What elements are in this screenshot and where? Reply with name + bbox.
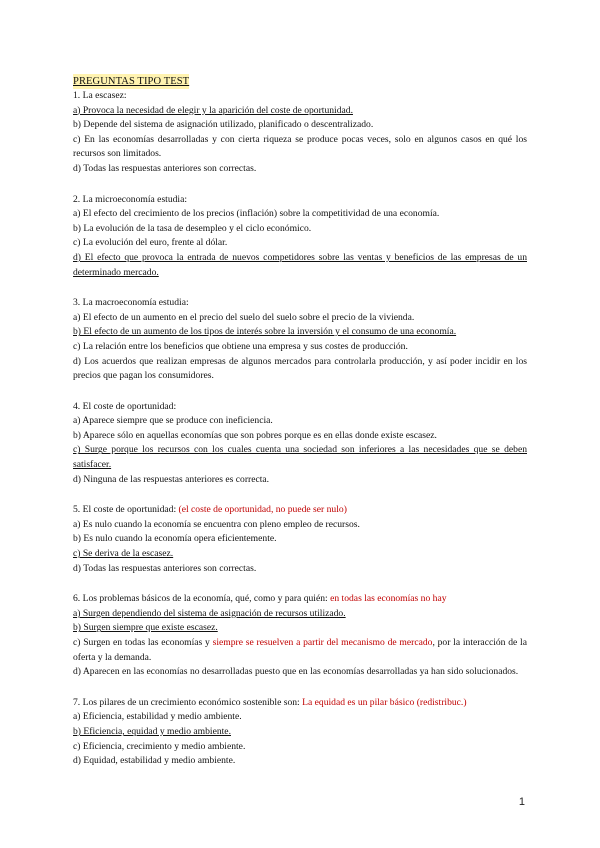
question-3-option-d: d) Los acuerdos que realizan empresas de algunos mercados para controlarla producción, y así poder incidir en los precios que pagan los consumidores. bbox=[73, 355, 527, 382]
question-1-option-c: c) En las economías desarrolladas y con cierta riqueza se produce pocas veces, solo en algunos casos en qué los recursos son limitados. bbox=[73, 133, 527, 160]
question-4-option-a: a) Aparece siempre que se produce con ineficiencia. bbox=[73, 415, 273, 427]
question-3 bbox=[73, 296, 527, 384]
question-6-option-a: a) Surgen dependiendo del sistema de asignación de recursos utilizado. bbox=[73, 607, 346, 619]
question-6-stem: 6. Los problemas básicos de la economía, qué, como y para quién: bbox=[73, 593, 331, 605]
question-4-option-b: b) Aparece sólo en aquellas economías que son pobres porque es en ellas donde existe escasez. bbox=[73, 429, 437, 441]
page-number: 1 bbox=[518, 796, 525, 808]
question-6-option-d: d) Aparecen en las economías no desarrolladas puesto que en las economías desarrolladas ya han sido solucionados. bbox=[73, 666, 519, 678]
question-2-option-d: d) El efecto que provoca la entrada de nuevos competidores sobre las ventas y beneficios de las empresas de un determinado mercado. bbox=[73, 251, 527, 278]
question-6-option-c-start: c) Surgen en todas las economías y bbox=[73, 637, 213, 648]
question-5-stem-line bbox=[73, 503, 527, 518]
question-6-option-b: b) Surgen siempre que existe escasez. bbox=[73, 622, 218, 634]
question-2-option-a: a) El efecto del crecimiento de los precios (inflación) sobre la competitividad de una economía. bbox=[73, 208, 440, 220]
question-2-stem: 2. La microeconomía estudia: bbox=[73, 193, 188, 205]
question-2-option-c: c) La evolución del euro, frente al dólar. bbox=[73, 237, 228, 249]
question-6-option-c-annotation: siempre se resuelven a partir del mecanismo de mercado bbox=[212, 637, 433, 648]
question-3-option-c: c) La relación entre los beneficios que obtiene una empresa y sus costes de producción. bbox=[73, 340, 408, 352]
question-6-option-c-end: , por la interacción de la oferta y la demanda. bbox=[73, 637, 527, 663]
question-7-stem-line bbox=[73, 696, 527, 711]
question-7-option-b: b) Eficiencia, equidad y medio ambiente. bbox=[73, 725, 231, 737]
question-5 bbox=[73, 503, 527, 576]
question-5-option-b: b) Es nulo cuando la economía opera eficientemente. bbox=[73, 533, 277, 545]
question-2-option-b: b) La evolución de la tasa de desempleo y el ciclo económico. bbox=[73, 222, 312, 234]
question-4-option-c: c) Surge porque los recursos con los cuales cuenta una sociedad son inferiores a las necesidades que se deben satisfacer. bbox=[73, 444, 527, 471]
question-7-option-d: d) Equidad, estabilidad y medio ambiente. bbox=[73, 755, 236, 767]
question-7-option-c: c) Eficiencia, crecimiento y medio ambiente. bbox=[73, 740, 246, 752]
question-1 bbox=[73, 89, 527, 177]
question-1-option-b: b) Depende del sistema de asignación utilizado, planificado o descentralizado. bbox=[73, 119, 374, 131]
question-4 bbox=[73, 400, 527, 488]
question-1-option-a: a) Provoca la necesidad de elegir y la aparición del coste de oportunidad. bbox=[73, 104, 353, 116]
question-5-option-c: c) Se deriva de la escasez. bbox=[73, 548, 174, 560]
question-4-option-d: d) Ninguna de las respuestas anteriores es correcta. bbox=[73, 473, 270, 485]
question-5-option-d: d) Todas las respuestas anteriores son correctas. bbox=[73, 562, 257, 574]
question-3-option-b: b) El efecto de un aumento de los tipos de interés sobre la inversión y el consumo de una economía. bbox=[73, 326, 457, 338]
question-7 bbox=[73, 696, 527, 769]
question-3-stem: 3. La macroeconomía estudia: bbox=[73, 297, 189, 309]
question-6-annotation: en todas las economías no hay bbox=[330, 593, 447, 605]
question-1-option-d: d) Todas las respuestas anteriores son correctas. bbox=[73, 162, 257, 174]
question-6-option-c bbox=[73, 636, 527, 665]
question-7-stem: 7. Los pilares de un crecimiento económico sostenible son: bbox=[73, 696, 303, 708]
question-5-option-a: a) Es nulo cuando la economía se encuentra con pleno empleo de recursos. bbox=[73, 518, 360, 530]
question-5-stem: 5. El coste de oportunidad: bbox=[73, 504, 179, 516]
question-6 bbox=[73, 592, 527, 680]
question-7-annotation: La equidad es un pilar básico (redistribuc.) bbox=[302, 696, 467, 708]
question-2 bbox=[73, 193, 527, 281]
question-4-stem: 4. El coste de oportunidad: bbox=[73, 400, 177, 412]
question-3-option-a: a) El efecto de un aumento en el precio del suelo del suelo sobre el precio de la vivienda. bbox=[73, 311, 415, 323]
question-1-stem: 1. La escasez: bbox=[73, 90, 127, 101]
question-7-option-a: a) Eficiencia, estabilidad y medio ambiente. bbox=[73, 711, 242, 723]
document-title: PREGUNTAS TIPO TEST bbox=[73, 76, 190, 87]
question-5-annotation: (el coste de oportunidad, no puede ser nulo) bbox=[178, 504, 347, 516]
document-body bbox=[73, 71, 527, 769]
question-6-stem-line bbox=[73, 592, 527, 607]
